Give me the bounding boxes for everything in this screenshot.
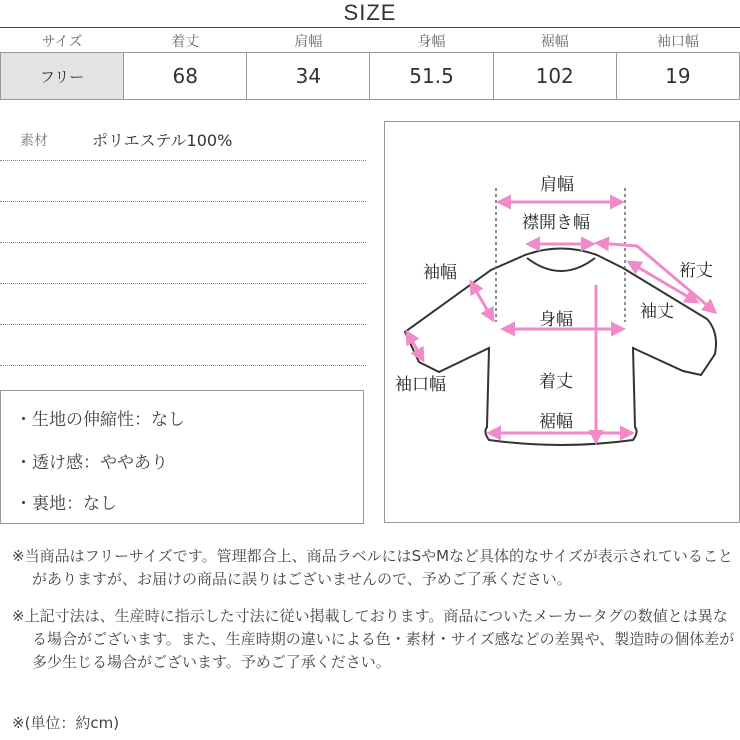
properties-box	[0, 390, 364, 524]
cell-shoulder: 34	[247, 53, 370, 100]
header-cuff: 袖口幅	[656, 34, 699, 50]
notes-section	[12, 545, 736, 688]
material-label: 素材	[20, 133, 48, 149]
note-measurement: ※上記寸法は、生産時に指示した寸法に従い掲載しております。商品についたメーカータグの数値とは異なる場合がございます。また、生産時期の違いによる色・素材・サイズ感などの差異や、製造時の個体差が多少生じる場合がございます。予めご了承ください。	[12, 607, 735, 671]
sleeve-width-arrow	[471, 282, 493, 320]
size-table	[0, 30, 740, 100]
note-free-size: ※当商品はフリーサイズです。管理都合上、商品ラベルにはSやMなど具体的なサイズが表示されていることがありますが、お届けの商品に誤りはございませんので、予めご了承ください。	[12, 547, 733, 588]
property-lining: ・裏地：なし	[15, 494, 117, 514]
detail-rows	[0, 120, 366, 366]
size-table-header	[1, 30, 740, 53]
label-hem: 裾幅	[539, 412, 573, 432]
property-stretch: ・生地の伸縮性：なし	[15, 410, 185, 430]
empty-row	[0, 284, 366, 325]
cell-body-width: 51.5	[370, 53, 493, 100]
measurement-diagram	[384, 121, 740, 523]
title-divider	[0, 27, 740, 28]
cell-size: フリー	[1, 53, 124, 100]
label-yuki: 裄丈	[679, 261, 713, 281]
collar-outline	[527, 258, 595, 271]
label-sleeve-length: 袖丈	[640, 302, 674, 322]
empty-row	[0, 325, 366, 366]
garment-illustration	[385, 122, 739, 522]
empty-row	[0, 161, 366, 202]
material-value: ポリエステル100%	[92, 131, 233, 150]
header-length: 着丈	[171, 34, 200, 50]
label-length: 着丈	[539, 372, 573, 392]
label-shoulder: 肩幅	[540, 175, 574, 195]
cell-cuff: 19	[616, 53, 739, 100]
property-sheer: ・透け感：ややあり	[15, 453, 168, 473]
label-cuff: 袖口幅	[395, 375, 446, 395]
cell-length: 68	[124, 53, 247, 100]
header-size: サイズ	[41, 34, 83, 50]
size-table-row	[1, 53, 740, 100]
material-row	[0, 120, 366, 161]
label-neck: 襟開き幅	[522, 213, 590, 233]
empty-row	[0, 243, 366, 284]
cell-hem: 102	[493, 53, 616, 100]
unit-note: ※(単位：約cm)	[12, 714, 120, 732]
header-shoulder: 肩幅	[294, 34, 323, 50]
header-hem: 裾幅	[540, 34, 569, 50]
cuff-arrow	[407, 332, 423, 360]
label-body-width: 身幅	[539, 310, 573, 330]
label-sleeve-width: 袖幅	[423, 263, 457, 283]
size-title: SIZE	[343, 0, 397, 25]
empty-row	[0, 202, 366, 243]
header-body-width: 身幅	[417, 34, 446, 50]
